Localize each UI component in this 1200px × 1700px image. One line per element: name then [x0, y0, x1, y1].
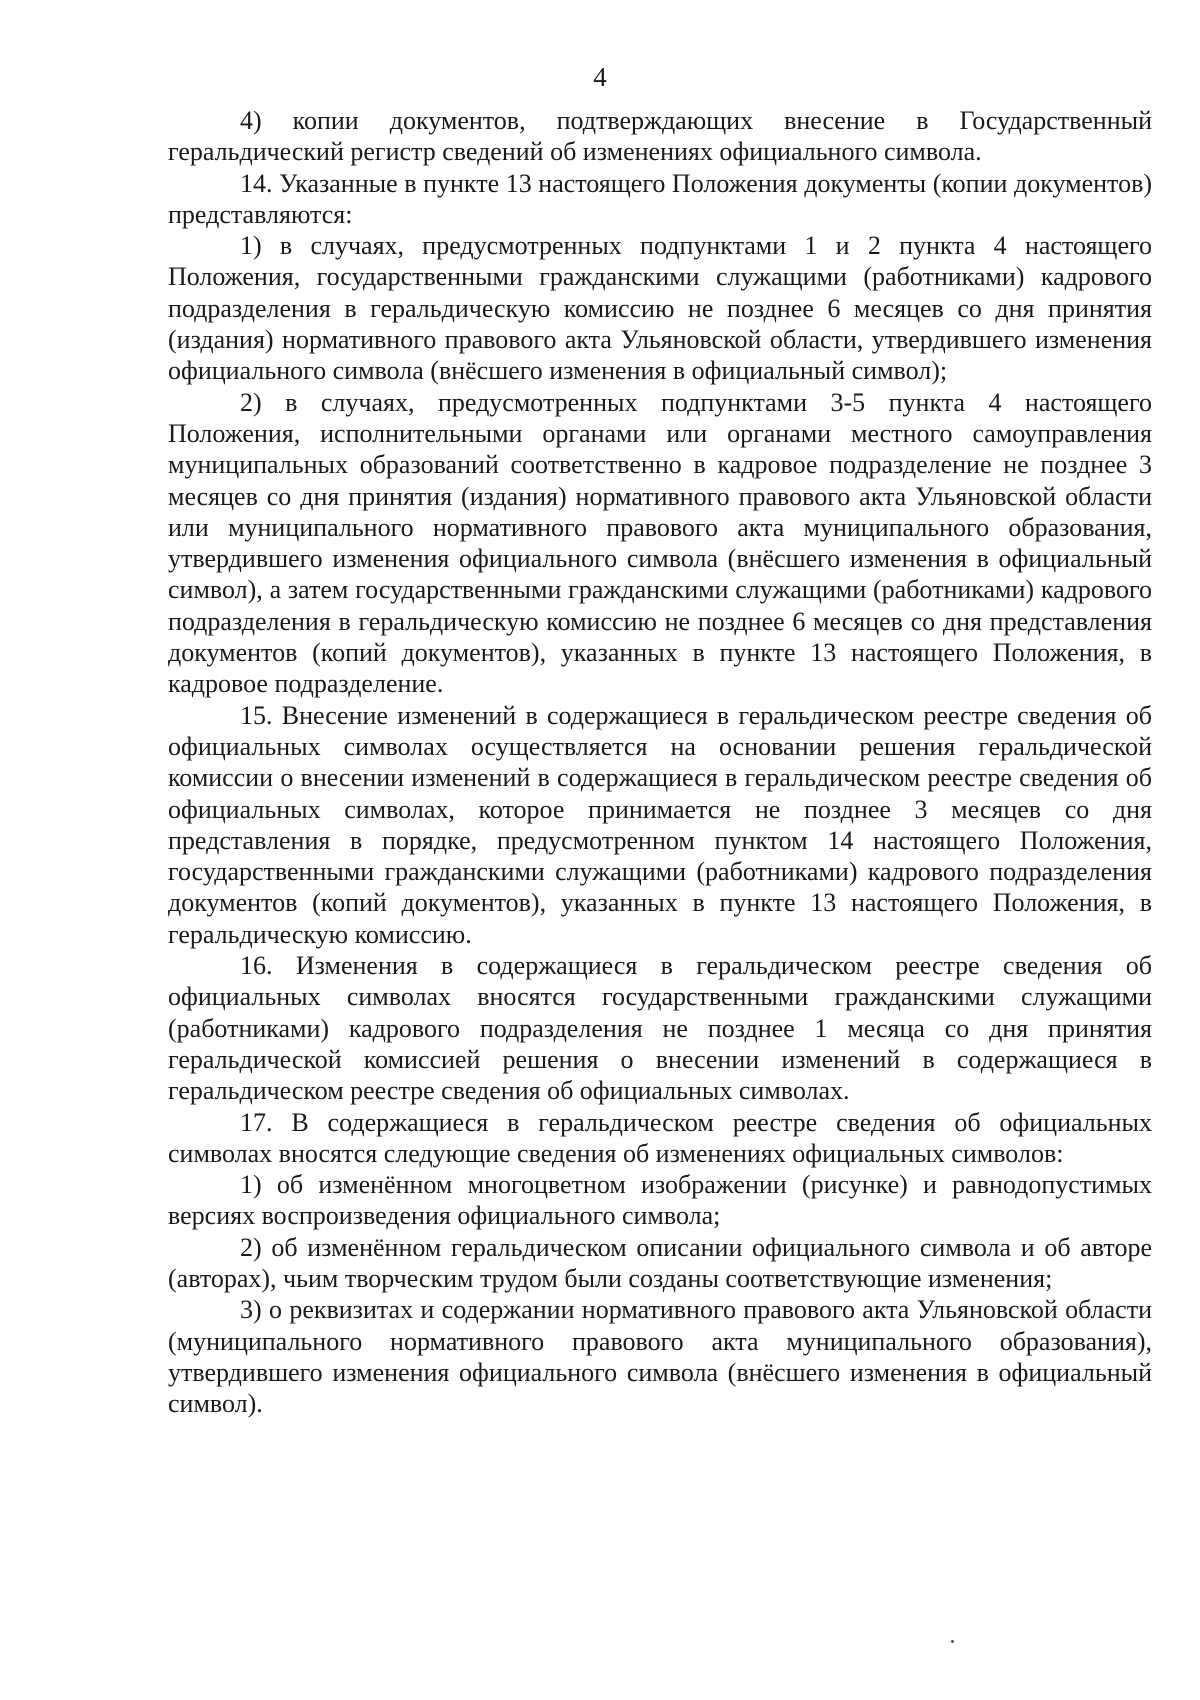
paragraph-item-4: 4) копии документов, подтверждающих внесение в Государственный геральдический регистр сведений об изменениях официального символа. [168, 106, 1152, 167]
paragraph-section-17-item-2: 2) об изменённом геральдическом описании официального символа и об авторе (авторах), чьим творческим трудом были созданы соответствующие изменения; [168, 1232, 1152, 1293]
page-number: 4 [593, 62, 607, 92]
paragraph-section-17: 17. В содержащиеся в геральдическом реестре сведения об официальных символах вносятся следующие сведения об изменениях официальных символов: [168, 1107, 1152, 1168]
paragraph-section-14: 14. Указанные в пункте 13 настоящего Положения документы (копии документов) представляются: [168, 168, 1152, 229]
paragraph-section-14-item-1: 1) в случаях, предусмотренных подпунктами 1 и 2 пункта 4 настоящего Положения, государственными гражданскими служащими (работниками) кадрового подразделения в геральдическую комиссию не позднее 6 месяцев со дня принятия (издания) нормативного правового акта Ульяновской области, утвердившего изменения официального символа (внёсшего изменения в официальный символ); [168, 231, 1152, 386]
paragraph-section-17-item-1: 1) об изменённом многоцветном изображении (рисунке) и равнодопустимых версиях воспроизведения официального символа; [168, 1170, 1152, 1231]
paragraph-section-14-item-2: 2) в случаях, предусмотренных подпунктами 3-5 пункта 4 настоящего Положения, исполнительными органами или органами местного самоуправления муниципальных образований соответственно в кадровое подразделение не позднее 3 месяцев со дня принятия (издания) нормативного правового акта Ульяновской области или муниципального нормативного правового акта муниципального образования, утвердившего изменения официального символа (внёсшего изменения в официальный символ), а затем государственными гражданскими служащими (работниками) кадрового подразделения в геральдическую комиссию не позднее 6 месяцев со дня представления документов (копий документов), указанных в пункте 13 настоящего Положения, в кадровое подразделение. [168, 387, 1152, 699]
document-body [168, 105, 1152, 1419]
paragraph-section-15: 15. Внесение изменений в содержащиеся в геральдическом реестре сведения об официальных символах осуществляется на основании решения геральдической комиссии о внесении изменений в содержащиеся в геральдическом реестре сведения об официальных символах, которое принимается не позднее 3 месяцев со дня представления в порядке, предусмотренном пунктом 14 настоящего Положения, государственными гражданскими служащими (работниками) кадрового подразделения документов (копий документов), указанных в пункте 13 настоящего Положения, в геральдическую комиссию. [168, 700, 1152, 949]
paragraph-section-16: 16. Изменения в содержащиеся в геральдическом реестре сведения об официальных символах вносятся государственными гражданскими служащими (работниками) кадрового подразделения не позднее 1 месяца со дня принятия геральдической комиссией решения о внесении изменений в содержащиеся в геральдическом реестре сведения об официальных символах. [168, 951, 1152, 1106]
scan-speck [951, 1640, 954, 1643]
paragraph-section-17-item-3: 3) о реквизитах и содержании нормативного правового акта Ульяновской области (муниципального нормативного правового акта муниципального образования), утвердившего изменения официального символа (внёсшего изменения в официальный символ). [168, 1295, 1152, 1419]
